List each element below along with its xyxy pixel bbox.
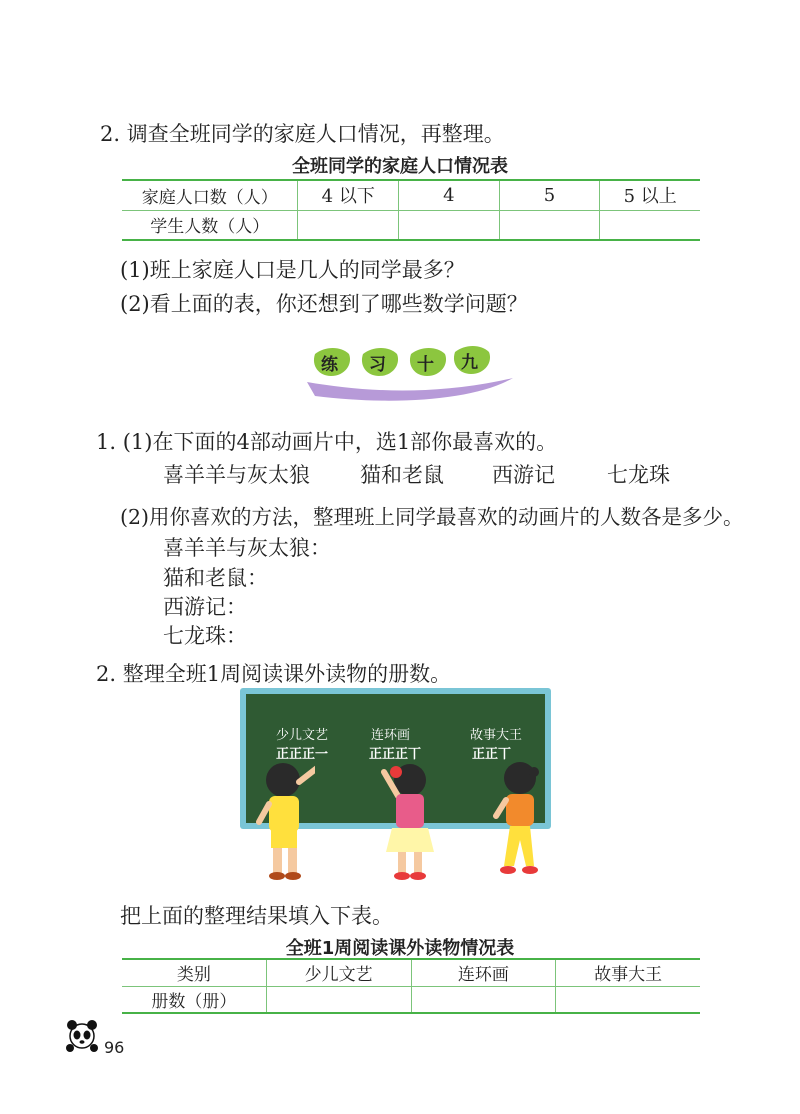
table-cell: 学生人数（人） bbox=[122, 210, 298, 240]
table-cell[interactable] bbox=[556, 986, 700, 1013]
exercise-1-heading: 1. (1)在下面的4部动画片中，选1部你最喜欢的。 bbox=[96, 430, 558, 454]
page-number: 96 bbox=[104, 1038, 125, 1057]
table-cell: 类别 bbox=[122, 959, 266, 986]
cartoon-option: 喜羊羊与灰太狼 bbox=[163, 463, 310, 487]
board-tally: 正正丅 bbox=[472, 747, 512, 762]
banner-swoosh-icon bbox=[305, 340, 525, 410]
board-header: 少儿文艺 bbox=[276, 728, 329, 743]
table-cell[interactable] bbox=[298, 210, 399, 240]
table-cell: 故事大王 bbox=[556, 959, 700, 986]
table-cell: 4 bbox=[399, 180, 500, 210]
table-cell[interactable] bbox=[411, 986, 556, 1013]
banner-char: 练 bbox=[321, 355, 338, 375]
table-cell: 册数（册） bbox=[122, 986, 266, 1013]
family-table bbox=[122, 179, 700, 241]
child-yellow-shirt-icon bbox=[255, 760, 315, 884]
table-cell[interactable] bbox=[499, 210, 600, 240]
cartoon-option: 七龙珠 bbox=[607, 463, 670, 487]
exercise-banner bbox=[305, 340, 525, 410]
answer-line: 喜羊羊与灰太狼： bbox=[163, 536, 331, 560]
table-cell: 少儿文艺 bbox=[266, 959, 411, 986]
board-tally: 正正正丅 bbox=[369, 747, 422, 762]
child-orange-shirt-icon bbox=[490, 760, 550, 882]
board-header: 连环画 bbox=[371, 728, 411, 743]
board-tally: 正正正一 bbox=[276, 747, 329, 762]
answer-line: 猫和老鼠： bbox=[163, 566, 268, 590]
table-cell[interactable] bbox=[399, 210, 500, 240]
question-2-heading: 2. 调查全班同学的家庭人口情况，再整理。 bbox=[100, 122, 505, 146]
panda-icon bbox=[64, 1018, 100, 1054]
table-cell: 4 以下 bbox=[298, 180, 399, 210]
banner-char: 十 bbox=[417, 355, 434, 375]
table-cell: 5 以上 bbox=[600, 180, 700, 210]
table-cell: 家庭人口数（人） bbox=[122, 180, 298, 210]
sub-question-2: (2)看上面的表，你还想到了哪些数学问题？ bbox=[120, 292, 528, 316]
table-cell: 5 bbox=[499, 180, 600, 210]
family-table-title: 全班同学的家庭人口情况表 bbox=[292, 156, 508, 177]
reading-table bbox=[122, 958, 700, 1014]
sub-question-1: (1)班上家庭人口是几人的同学最多？ bbox=[120, 258, 465, 282]
table-cell[interactable] bbox=[600, 210, 700, 240]
answer-line: 西游记： bbox=[163, 595, 247, 619]
table-cell[interactable] bbox=[266, 986, 411, 1013]
cartoon-option: 猫和老鼠 bbox=[360, 463, 444, 487]
child-pink-shirt-icon bbox=[380, 762, 440, 884]
fill-instruction: 把上面的整理结果填入下表。 bbox=[120, 904, 393, 928]
cartoon-option: 西游记 bbox=[492, 463, 555, 487]
exercise-1-sub2: (2)用你喜欢的方法，整理班上同学最喜欢的动画片的人数各是多少。 bbox=[120, 505, 744, 529]
reading-table-title: 全班1周阅读课外读物情况表 bbox=[285, 938, 515, 959]
table-cell: 连环画 bbox=[411, 959, 556, 986]
board-header: 故事大王 bbox=[470, 728, 523, 743]
banner-char: 习 bbox=[369, 355, 386, 375]
banner-char: 九 bbox=[461, 353, 478, 373]
exercise-2-heading: 2. 整理全班1周阅读课外读物的册数。 bbox=[96, 662, 452, 686]
answer-line: 七龙珠： bbox=[163, 624, 247, 648]
